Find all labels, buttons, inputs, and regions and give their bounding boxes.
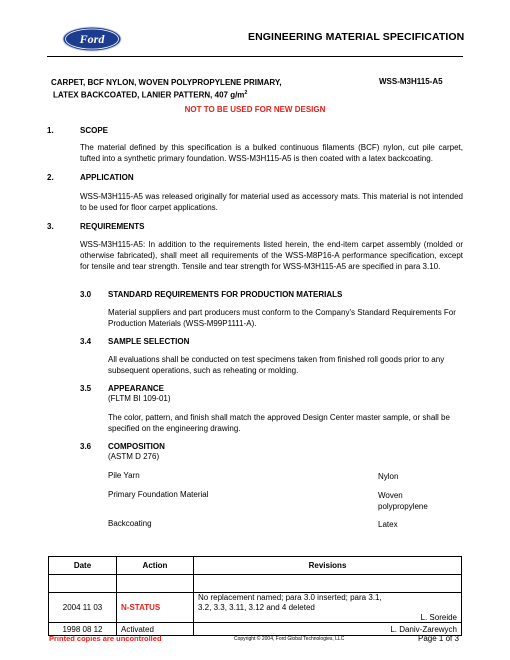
title-superscript: 2 [244, 90, 248, 96]
uncontrolled-copy-notice: Printed copies are uncontrolled [49, 634, 162, 643]
composition-label: Primary Foundation Material [108, 490, 209, 499]
subsection-number: 3.6 [80, 442, 92, 451]
revision-action: Activated [117, 623, 194, 636]
document-number: WSS-M3H115-A5 [379, 77, 443, 86]
subsection-number: 3.4 [80, 337, 92, 346]
subsection-text-sample-selection: All evaluations shall be conducted on test specimens taken from finished roll goods prior to any subsequent operations, such as reheating or molding. [108, 355, 445, 375]
header-divider [47, 56, 463, 57]
status-notice: NOT TO BE USED FOR NEW DESIGN [184, 105, 326, 114]
composition-value: Nylon [378, 472, 399, 481]
title-line-2-text: LATEX BACKCOATED, LANIER PATTERN, 407 g/m [53, 90, 245, 100]
title-line-1: CARPET, BCF NYLON, WOVEN POLYPROPYLENE PRIMARY, [51, 78, 282, 87]
composition-value: Woven polypropylene [378, 491, 428, 511]
subsection-heading-sample-selection: SAMPLE SELECTION [108, 337, 190, 346]
column-header-revisions: Revisions [194, 557, 462, 575]
subsection-heading-standard-requirements: STANDARD REQUIREMENTS FOR PRODUCTION MATERIALS [108, 290, 343, 299]
revision-table [48, 556, 462, 636]
revision-action: N-STATUS [117, 593, 194, 623]
subsection-text-standard-requirements: Material suppliers and part producers must conform to the Company's Standard Requirements For Production Materials (WSS-M99P1111-A). [108, 308, 456, 328]
spec-header-title: ENGINEERING MATERIAL SPECIFICATION [248, 31, 465, 43]
section-heading-application: APPLICATION [80, 173, 134, 182]
table-row [49, 593, 462, 623]
copyright-notice: Copyright © 2004, Ford Global Technologies, LLC [234, 636, 345, 642]
test-method-note: (ASTM D 276) [108, 452, 160, 461]
section-heading-scope: SCOPE [80, 126, 109, 135]
revision-description: No replacement named; para 3.0 inserted; para 3.1, 3.2, 3.3, 3.11, 3.12 and 4 deleted [198, 593, 382, 612]
column-header-action: Action [117, 557, 194, 575]
title-line-2 [51, 88, 282, 101]
revision-date [49, 575, 117, 593]
composition-label: Backcoating [108, 519, 152, 528]
svg-text:Ford: Ford [79, 32, 105, 46]
page-number: Page 1 of 3 [418, 634, 459, 643]
revision-header-row [49, 557, 462, 575]
revision-cell [194, 593, 462, 623]
subsection-number: 3.5 [80, 384, 92, 393]
composition-value: Latex [378, 520, 398, 529]
subsection-text-appearance: The color, pattern, and finish shall match the approved Design Center master sample, or shall be specified on the engineering drawing. [108, 413, 450, 433]
revision-author: L. Daniv-Zarewych [390, 624, 457, 634]
composition-label: Pile Yarn [108, 471, 140, 480]
section-heading-requirements: REQUIREMENTS [80, 222, 145, 231]
revision-action [117, 575, 194, 593]
section-text-requirements: WSS-M3H115-A5: In addition to the requirements listed herein, the end-item carpet assembly (molded or otherwise fabricated), shall meet all requirements of the WSS-M8P16-A performance specification, except for tensile and tear strength. Tensile and tear strength for WSS-M3H115-A5 are specified in para 3.10. [80, 240, 463, 271]
revision-date: 1998 08 12 [49, 623, 117, 636]
ford-logo [62, 26, 122, 52]
revision-description [194, 575, 462, 593]
revision-date: 2004 11 03 [49, 593, 117, 623]
revision-author: L. Soreide [420, 613, 457, 622]
document-title [51, 77, 282, 101]
table-row [49, 575, 462, 593]
subsection-heading-composition: COMPOSITION [108, 442, 165, 451]
subsection-number: 3.0 [80, 290, 92, 299]
section-text-scope: The material defined by this specification is a bulked continuous filaments (BCF) nylon, cut pile carpet, tufted into a synthetic primary foundation. WSS-M3H115-A5 is then coated with a latex backcoating. [80, 143, 463, 163]
section-number: 2. [47, 173, 54, 182]
section-number: 1. [47, 126, 54, 135]
section-number: 3. [47, 222, 54, 231]
subsection-heading-appearance: APPEARANCE [108, 384, 165, 393]
test-method-note: (FLTM BI 109-01) [108, 394, 171, 403]
column-header-date: Date [49, 557, 117, 575]
section-text-application: WSS-M3H115-A5 was released originally for material used as accessory mats. This material is not intended to be used for floor carpet applications. [80, 192, 463, 212]
